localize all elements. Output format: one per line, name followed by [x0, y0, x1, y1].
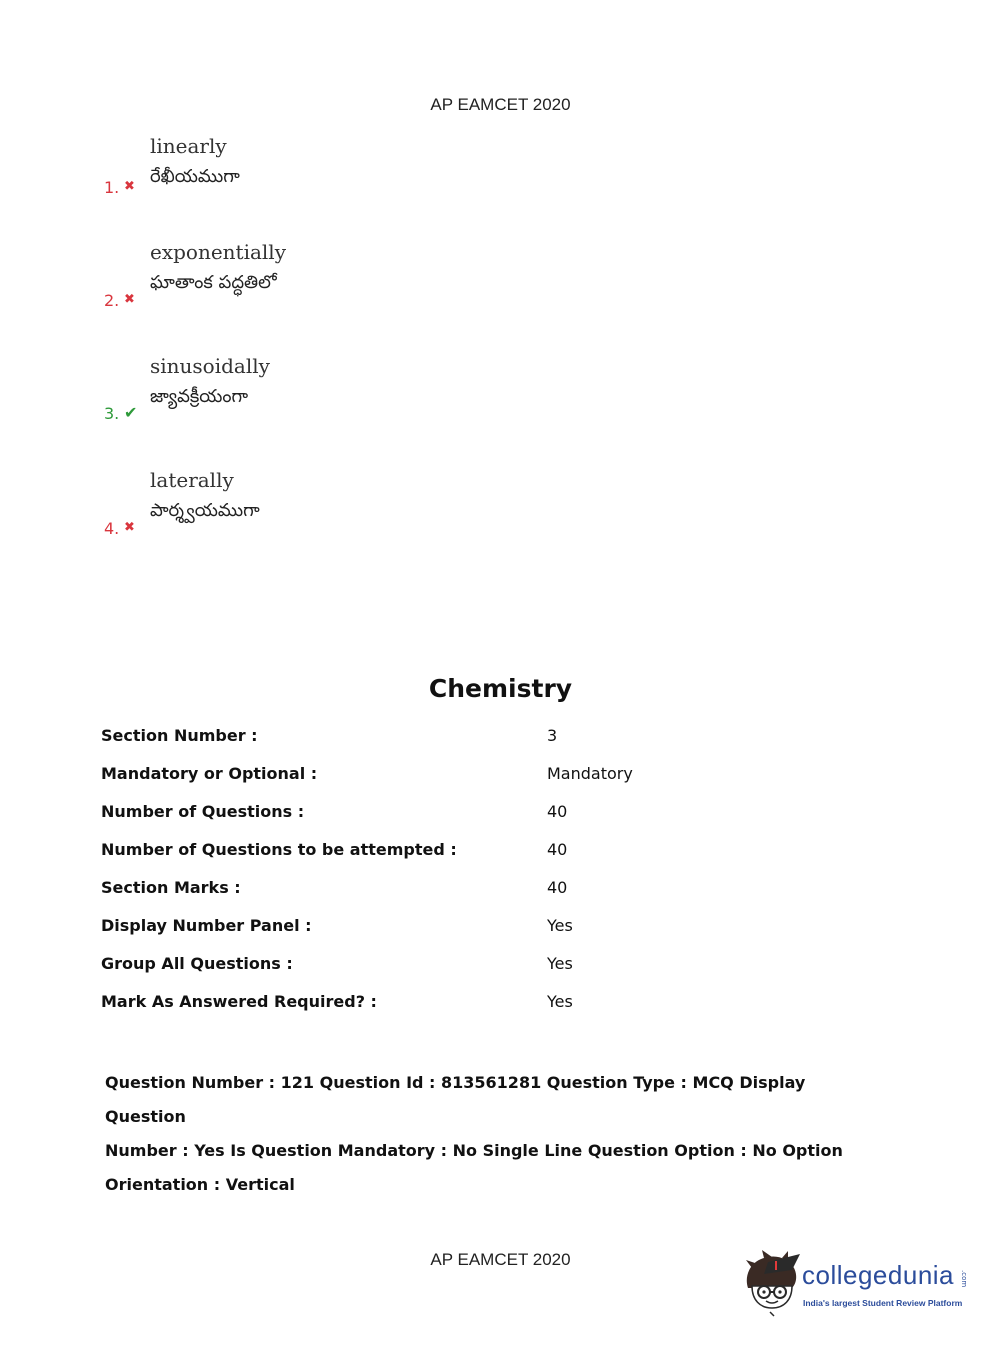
- section-row: [101, 954, 901, 984]
- row-value: Yes: [547, 992, 573, 1011]
- collegedunia-logo: [742, 1248, 982, 1318]
- cross-icon: ✖: [124, 292, 135, 307]
- row-label: Section Marks :: [101, 878, 241, 897]
- page-footer: AP EAMCET 2020: [430, 1250, 571, 1269]
- cross-icon: ✖: [124, 179, 135, 194]
- section-row: [101, 878, 901, 908]
- section-title: Chemistry: [428, 674, 573, 703]
- option-telugu-text: పార్శ్వయముగా: [150, 500, 260, 521]
- student-mascot-icon: [742, 1248, 802, 1318]
- row-value: 40: [547, 802, 568, 821]
- option-2: [104, 240, 504, 340]
- check-icon: ✔: [124, 403, 138, 422]
- row-value: 40: [547, 878, 568, 897]
- question-info-line: Number : Yes Is Question Mandatory : No Single Line Question Option : No Option: [105, 1141, 843, 1160]
- option-english-text: laterally: [150, 468, 234, 492]
- row-label: Display Number Panel :: [101, 916, 312, 935]
- section-row: [101, 840, 901, 870]
- section-row: [101, 992, 901, 1022]
- option-1: [104, 134, 504, 234]
- row-value: 3: [547, 726, 558, 745]
- option-3: [104, 354, 504, 454]
- row-value: Yes: [547, 954, 573, 973]
- option-english-text: sinusoidally: [150, 354, 270, 378]
- row-label: Number of Questions :: [101, 802, 305, 821]
- row-value: Yes: [547, 916, 573, 935]
- option-number: 3.: [104, 404, 120, 423]
- row-label: Mandatory or Optional :: [101, 764, 318, 783]
- row-label: Group All Questions :: [101, 954, 293, 973]
- row-value: Mandatory: [547, 764, 633, 783]
- option-number: 2.: [104, 291, 120, 310]
- option-number: 1.: [104, 178, 120, 197]
- row-label: Mark As Answered Required? :: [101, 992, 377, 1011]
- logo-dotcom-text: .com: [960, 1270, 968, 1288]
- question-info: [105, 1066, 865, 1202]
- page-header: AP EAMCET 2020: [430, 95, 571, 114]
- option-number: 4.: [104, 519, 120, 538]
- question-info-line: Orientation : Vertical: [105, 1175, 295, 1194]
- option-4: [104, 468, 504, 568]
- option-telugu-text: ఘాతాంక పద్ధతిలో: [150, 272, 277, 293]
- section-row: [101, 916, 901, 946]
- logo-tagline: India's largest Student Review Platform: [803, 1298, 963, 1308]
- row-value: 40: [547, 840, 568, 859]
- section-row: [101, 802, 901, 832]
- section-row: [101, 764, 901, 794]
- option-telugu-text: జ్యావక్రీయంగా: [150, 386, 249, 407]
- row-label: Section Number :: [101, 726, 258, 745]
- section-row: [101, 726, 901, 756]
- option-english-text: linearly: [150, 134, 227, 158]
- cross-icon: ✖: [124, 520, 135, 535]
- logo-brand-text: collegedunia: [802, 1260, 955, 1290]
- row-label: Number of Questions to be attempted :: [101, 840, 457, 859]
- option-telugu-text: రేఖీయముగా: [150, 166, 240, 187]
- option-english-text: exponentially: [150, 240, 287, 264]
- question-info-line: Question Number : 121 Question Id : 813561281 Question Type : MCQ Display Question: [105, 1073, 806, 1126]
